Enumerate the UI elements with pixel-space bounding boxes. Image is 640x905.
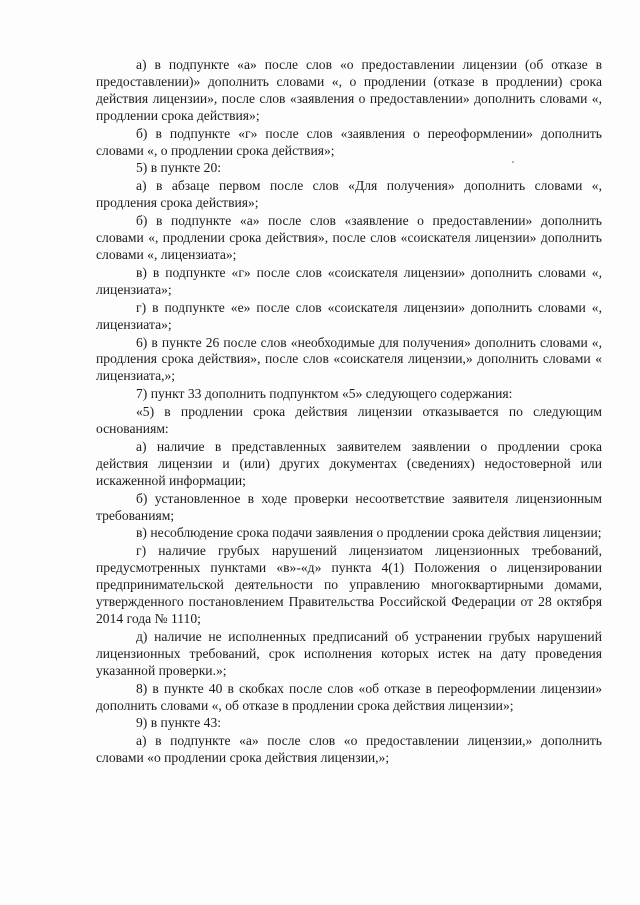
- paragraph: а) наличие в представленных заявителем заявлении о продлении срока действия лицензии и (или) других документах (сведениях) недостоверной или искаженной информации;: [96, 438, 602, 488]
- paragraph: в) несоблюдение срока подачи заявления о продлении срока действия лицензии;: [136, 525, 602, 541]
- paragraph: 6) в пункте 26 после слов «необходимые для получения» дополнить словами «, продления срока действия», после слов «соискателя лицензии,» дополнить словами « лицензиата,»;: [96, 334, 602, 384]
- paragraph: г) в подпункте «е» после слов «соискателя лицензии» дополнить словами «, лицензиата»;: [96, 299, 602, 332]
- paragraph: г) наличие грубых нарушений лицензиатом лицензионных требований, предусмотренных пунктами «в»-«д» пункта 4(1) Положения о лицензировании предпринимательской деятельности по управлению многоквартирными домами, утвержденного постановлением Правительства Российской Федерации от 28 октября 2014 года № 1110;: [96, 543, 602, 626]
- paragraph: «5) в продлении срока действия лицензии отказывается по следующим основаниям:: [96, 404, 602, 437]
- paragraph: 9) в пункте 43:: [136, 715, 222, 731]
- document-body: [96, 57, 602, 767]
- paragraph: б) в подпункте «а» после слов «заявление о предоставлении» дополнить словами «, продлении срока действия», после слов «соискателя лицензии» дополнить словами «, лицензиата»;: [96, 213, 602, 262]
- paragraph: б) в подпункте «г» после слов «заявления о переоформлении» дополнить словами «, о продлении срока действия»;: [96, 125, 602, 158]
- paragraph: 5) в пункте 20:: [136, 160, 222, 176]
- paragraph: а) в абзаце первом после слов «Для получения» дополнить словами «, продления срока действия»;: [96, 178, 602, 211]
- paragraph: б) установленное в ходе проверки несоответствие заявителя лицензионным требованиям;: [96, 490, 602, 523]
- paragraph: 8) в пункте 40 в скобках после слов «об отказе в переоформлении лицензии» дополнить словами «, об отказе в продлении срока действия лицензии»;: [96, 680, 602, 713]
- paragraph: в) в подпункте «г» после слов «соискателя лицензии» дополнить словами «, лицензиата»;: [96, 264, 602, 297]
- paragraph: 7) пункт 33 дополнить подпунктом «5» следующего содержания:: [136, 386, 513, 402]
- paragraph: д) наличие не исполненных предписаний об устранении грубых нарушений лицензионных требований, срок исполнения которых истек на дату проведения указанной проверки.»;: [96, 628, 602, 678]
- paragraph: а) в подпункте «а» после слов «о предоставлении лицензии,» дополнить словами «о продлении срока действия лицензии,»;: [96, 733, 602, 766]
- paragraph: а) в подпункте «а» после слов «о предоставлении лицензии (об отказе в предоставлении)» дополнить словами «, о продлении (отказе в продлении) срока действия лицензии», после слов «заявления о предоставлении» дополнить словами «, продлении срока действия»;: [96, 57, 602, 123]
